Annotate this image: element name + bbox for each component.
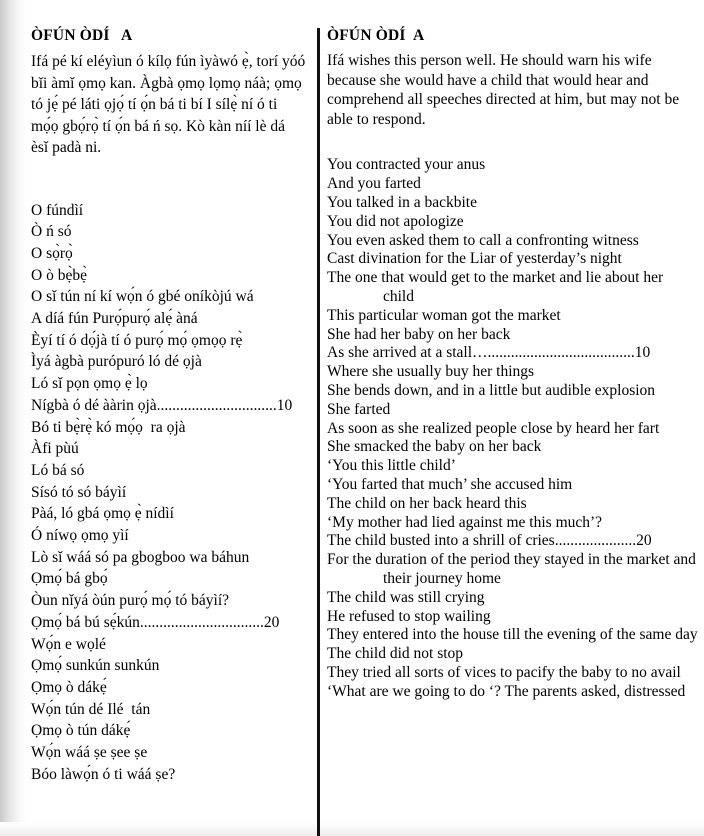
verse-line: Ìyá àgbà purópuró ló dé ọjà — [31, 353, 202, 371]
verse-line: ‘What are we going to do ‘? The parents asked, distressed — [327, 682, 686, 700]
verse-line: The child was still crying — [327, 588, 485, 606]
verse-line: O ò bẹ̀bẹ̀ — [31, 266, 87, 284]
left-column-verse — [31, 200, 306, 786]
left-column-heading: ÒFÚN ÒDÍ A — [31, 27, 133, 44]
verse-line: They tried all sorts of vices to pacify the baby to no avail — [327, 663, 681, 681]
verse-line: They entered into the house till the evening of the same day — [327, 626, 698, 644]
verse-line: ‘You this little child’ — [327, 457, 456, 475]
verse-line: O fúndìí — [31, 201, 84, 219]
right-column-english — [318, 0, 704, 836]
right-column-paragraph: Ifá wishes this person well. He should warn his wife because she would have a child that would hear and comprehend all speeches directed at him, but may not be able to respond. — [327, 52, 680, 128]
right-column-heading: ÒFÚN ÒDÍ A — [327, 27, 425, 44]
verse-line: Ló bá só — [31, 461, 85, 479]
verse-line: Wọ́n e wọlé — [31, 635, 106, 653]
verse-line: Ó níwọ ọmọ yìí — [31, 527, 129, 545]
verse-line: Wọ́n tún dé Ilé tán — [31, 700, 151, 718]
verse-line: You did not apologize — [327, 212, 464, 230]
verse-line: Ọmọ ò tún dákẹ́ — [31, 722, 131, 740]
verse-line: She had her baby on her back — [327, 325, 511, 343]
verse-line: Pàá, ló gbá ọmọ ẹ̀ nídìí — [31, 505, 174, 523]
verse-line: She bends down, and in a little but audible explosion — [327, 381, 656, 399]
verse-line: O sọ̀rọ̀ — [31, 244, 73, 262]
verse-line: Ọmọ́ sunkún sunkún — [31, 657, 160, 675]
verse-line: Sísó tó só báyìí — [31, 483, 127, 501]
verse-line: Ọmọ́ bá bú sẹ́kún................................20 — [31, 613, 280, 631]
verse-line: A díá fún Purọ́purọ́ alẹ́ àná — [31, 310, 198, 328]
verse-line: The child busted into a shrill of cries.....................20 — [327, 532, 652, 550]
column-divider-rule — [317, 28, 320, 836]
verse-line: Bó ti bẹ̀rẹ̀ kó mọ́ọ ra ọjà — [31, 418, 186, 436]
verse-line: Wọ́n wáá ṣe ṣee ṣe — [31, 744, 148, 762]
verse-line: Ò ń só — [31, 223, 72, 241]
verse-line: You talked in a backbite — [327, 193, 477, 211]
verse-line: This particular woman got the market — [327, 306, 561, 324]
verse-line: Cast divination for the Liar of yesterday’s night — [327, 250, 622, 268]
verse-line: As soon as she realized people close by heard her fart — [327, 419, 660, 437]
verse-line: He refused to stop wailing — [327, 607, 491, 625]
verse-line: ‘My mother had lied against me this much’? — [327, 513, 603, 531]
verse-line: Ọmọ ò dákẹ́ — [31, 678, 107, 696]
left-column-yoruba — [0, 0, 318, 836]
verse-line: Nígbà ó dé ààrin ọjà...............................10 — [31, 396, 293, 414]
verse-line: Lò sǐ wáá só pa gbogboo wa báhun — [31, 548, 250, 566]
verse-line: The child did not stop — [327, 645, 464, 663]
verse-line: O sǐ tún ní kí wọ́n ó gbé oníkòjú wá — [31, 288, 254, 306]
verse-line: Òun nǐyá òún purọ́ mọ́ tó báyìí? — [31, 592, 230, 610]
left-column-paragraph: Ifá pé kí eléyìun ó kílọ fún ìyàwó ẹ̀, torí yóó bǐi àmǐ ọmọ kan. Àgbà ọmọ lọmọ náà; ọmọ tó jẹ́ pé láti ọjọ́ tí ọ́n bá ti bí I sílẹ̀ ní ó ti mọ́ọ gbọ́rọ̀ tí ọ́n bá ń sọ. Kò kàn níí lè dá èsǐ padà ni. — [31, 53, 306, 156]
verse-line: The child on her back heard this — [327, 494, 527, 512]
verse-line: Àfi pùú — [31, 440, 79, 458]
verse-line: Èyí tí ó dọ́jà tí ó purọ́ mọ́ ọmọọ rẹ̀ — [31, 331, 243, 349]
verse-line: For the duration of the period they stayed in the market and their journey home — [327, 551, 696, 587]
verse-line: ‘You farted that much’ she accused him — [327, 475, 573, 493]
verse-line: And you farted — [327, 175, 421, 193]
verse-line: Where she usually buy her things — [327, 363, 535, 381]
verse-line: You contracted your anus — [327, 156, 486, 174]
verse-line: Ọmọ́ bá gbọ́ — [31, 570, 108, 588]
verse-line: She smacked the baby on her back — [327, 438, 542, 456]
verse-line: Ló sǐ pọn ọmọ ẹ̀ lọ — [31, 375, 148, 393]
verse-line: The one that would get to the market and lie about her child — [327, 269, 664, 305]
right-column-verse — [327, 156, 698, 701]
verse-line: As she arrived at a stall…......................................10 — [327, 344, 651, 362]
verse-line: She farted — [327, 400, 391, 418]
verse-line: Bóo làwọ́n ó ti wáá ṣe? — [31, 765, 176, 783]
verse-line: You even asked them to call a confronting witness — [327, 231, 639, 249]
